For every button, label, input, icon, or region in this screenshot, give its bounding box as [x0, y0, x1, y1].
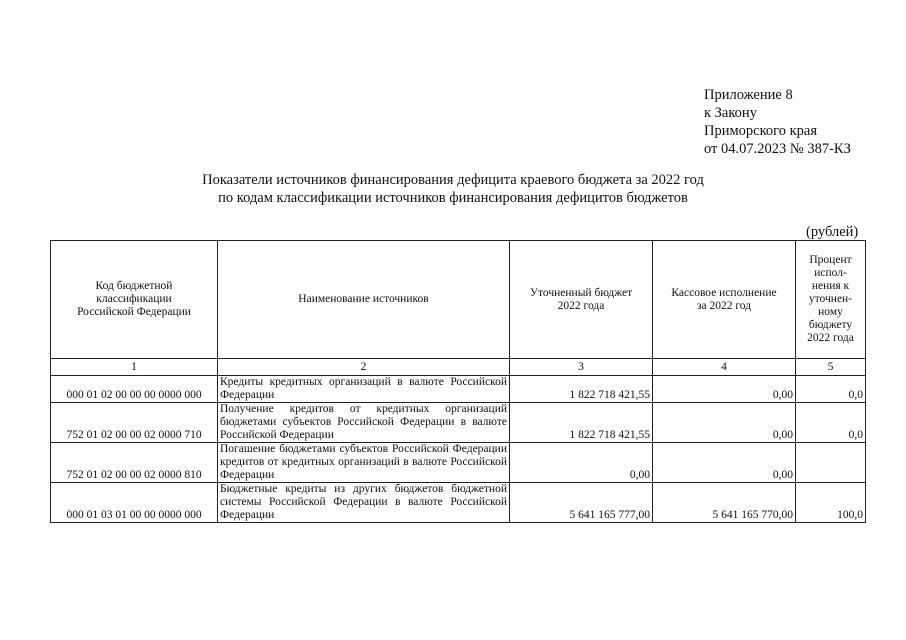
annex-block: [704, 86, 851, 158]
annex-line: Приморского края: [704, 123, 818, 139]
header-percent-line: уточнен-: [808, 293, 853, 305]
header-name: Наименование источников: [218, 241, 510, 359]
row-percent: 0,0: [796, 376, 866, 403]
row-code: 752 01 02 00 00 02 0000 810: [51, 443, 218, 483]
row-execution: 0,00: [653, 376, 796, 403]
header-percent-line: 2022 года: [807, 332, 854, 344]
row-code: 000 01 03 01 00 00 0000 000: [51, 483, 218, 523]
row-percent: 100,0: [796, 483, 866, 523]
row-name: Кредиты кредитных организаций в валюте Российской Федерации: [218, 376, 510, 403]
row-name: Погашение бюджетами субъектов Российской Федерации кредитов от кредитных организаций в валюте Российской Федерации: [218, 443, 510, 483]
row-name: Получение кредитов от кредитных организаций бюджетами субъектов Российской Федерации в валюте Российской Федерации: [218, 403, 510, 443]
row-percent: [796, 443, 866, 483]
table-header-row: [51, 241, 866, 359]
header-percent-line: бюджету: [808, 319, 853, 331]
row-budget: 1 822 718 421,55: [510, 403, 653, 443]
header-execution-line: Кассовое исполнение: [671, 286, 777, 299]
row-execution: 5 641 165 770,00: [653, 483, 796, 523]
document-title: [0, 171, 906, 207]
row-code: 752 01 02 00 00 02 0000 710: [51, 403, 218, 443]
column-number: 4: [653, 359, 796, 376]
row-budget: 5 641 165 777,00: [510, 483, 653, 523]
column-number: 2: [218, 359, 510, 376]
table-row: [51, 443, 866, 483]
column-number: 1: [51, 359, 218, 376]
row-budget: 1 822 718 421,55: [510, 376, 653, 403]
row-execution: 0,00: [653, 403, 796, 443]
header-code-line: классификации: [96, 293, 172, 305]
header-code-line: Российской Федерации: [77, 306, 191, 318]
row-percent: 0,0: [796, 403, 866, 443]
annex-line: Приложение 8: [704, 87, 793, 103]
header-budget-line: 2022 года: [557, 299, 605, 312]
units-label: (рублей): [806, 224, 859, 240]
annex-line: к Закону: [704, 105, 757, 121]
header-code-line: Код бюджетной: [95, 280, 173, 292]
budget-table: [50, 240, 866, 523]
row-budget: 0,00: [510, 443, 653, 483]
header-percent-line: ному: [818, 306, 843, 318]
column-number: 5: [796, 359, 866, 376]
row-name: Бюджетные кредиты из других бюджетов бюджетной системы Российской Федерации в валюте Российской Федерации: [218, 483, 510, 523]
header-percent: [796, 241, 866, 359]
header-percent-line: испол-: [814, 267, 847, 279]
column-number-row: [51, 359, 866, 376]
header-percent-line: Процент: [809, 254, 852, 266]
table-row: [51, 403, 866, 443]
title-line: по кодам классификации источников финансирования дефицитов бюджетов: [218, 190, 688, 206]
row-code: 000 01 02 00 00 00 0000 000: [51, 376, 218, 403]
header-code: [51, 241, 218, 359]
header-budget: [510, 241, 653, 359]
table-row: [51, 483, 866, 523]
row-execution: 0,00: [653, 443, 796, 483]
header-execution-line: за 2022 год: [696, 299, 752, 312]
header-execution: [653, 241, 796, 359]
title-line: Показатели источников финансирования дефицита краевого бюджета за 2022 год: [202, 172, 704, 188]
annex-line: от 04.07.2023 № 387-КЗ: [704, 141, 851, 157]
table-row: [51, 376, 866, 403]
header-percent-line: нения к: [811, 280, 850, 292]
header-budget-line: Уточненный бюджет: [529, 286, 633, 299]
column-number: 3: [510, 359, 653, 376]
